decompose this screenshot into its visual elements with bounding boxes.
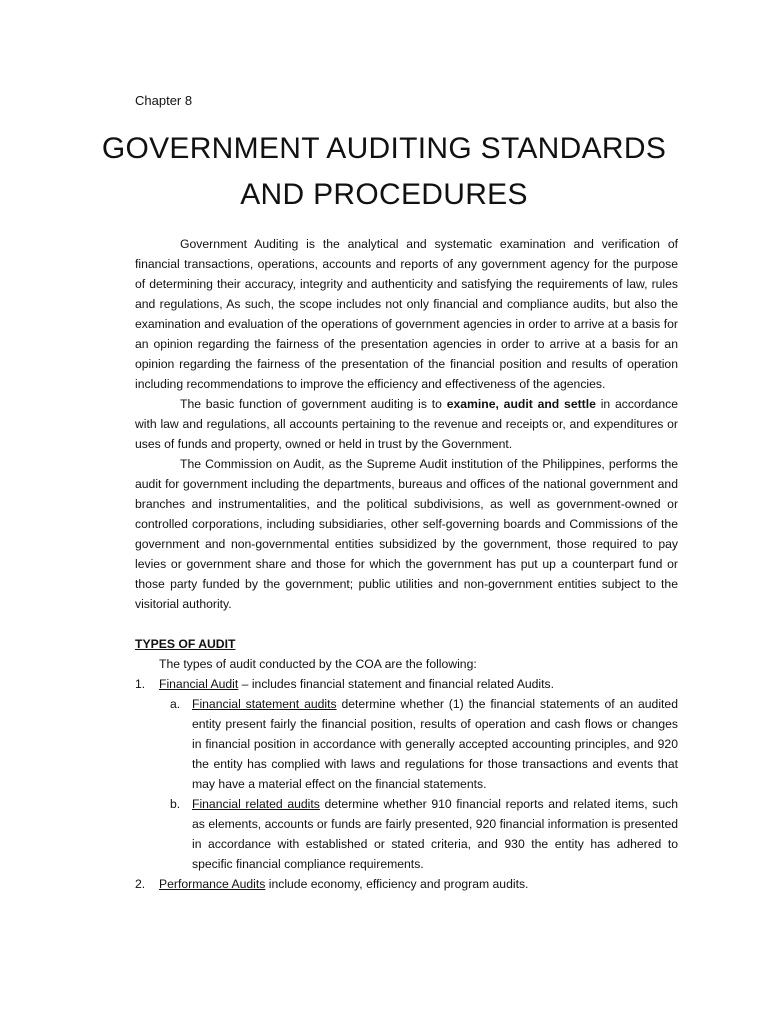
related-audits-text: determine whether 910 financial reports and related items, such as elements, accounts or funds are fairly presented, 920 financial information is presented in accordance with established or stated criteria, and 930 the entity has adhered to specific financial compliance requirements. bbox=[192, 797, 678, 871]
para2-text-a: The basic function of government auditing is to bbox=[180, 397, 447, 411]
list-item-financial-audit bbox=[135, 674, 678, 694]
title-line-2: AND PROCEDURES bbox=[240, 178, 528, 211]
intro-paragraph: Government Auditing is the analytical and systematic examination and verification of financial transactions, operations, accounts and reports of any government agency for the purpose of determining their accuracy, integrity and authenticity and satisfying the requirements of law, rules and regulations, As such, the scope includes not only financial and compliance audits, but also the examination and evaluation of the operations of government agencies in order to arrive at a basis for an opinion regarding the fairness of the presentation agencies in order to arrive at a basis for an opinion regarding the fairness of the presentation of the financial position and results of operation including recommendations to improve the efficiency and effectiveness of the agencies. bbox=[135, 237, 678, 391]
performance-audits-term: Performance Audits bbox=[159, 877, 266, 891]
para2-text-b: in accordance with law and regulations, all accounts pertaining to the revenue and receipts or, and expenditures or uses of funds and property, owned or held in trust by the Government. bbox=[135, 397, 678, 451]
statement-audits-text: determine whether (1) the financial statements of an audited entity present fairly the financial position, results of operation and cash flows or changes in financial position in accordance with generally accepted accounting principles, and 920 the entity has complied with laws and regulations for those transactions and events that may have a material effect on the financial statements. bbox=[192, 697, 678, 791]
chapter-label: Chapter 8 bbox=[135, 93, 193, 108]
page-title bbox=[100, 126, 668, 218]
sub-item-related-audits bbox=[135, 794, 678, 874]
types-of-audit-heading: TYPES OF AUDIT bbox=[135, 637, 236, 651]
financial-audit-term: Financial Audit bbox=[159, 677, 239, 691]
related-audits-term: Financial related audits bbox=[192, 797, 320, 811]
document-body bbox=[135, 234, 678, 894]
coa-paragraph: The Commission on Audit, as the Supreme Audit institution of the Philippines, performs the audit for government including the departments, bureaus and offices of the national government and branches and instrumentalities, and the political subdivisions, as well as government-owned or controlled corporations, including subsidiaries, other self-governing boards and Commissions of the government and non-governmental entities subsidized by the government, those required to pay levies or government share and those for which the government has put up a counterpart fund or those party funded by the government; public utilities and non-government entities subject to the visitorial authority. bbox=[135, 457, 678, 611]
types-intro: The types of audit conducted by the COA are the following: bbox=[159, 657, 477, 671]
list-item-performance-audits bbox=[135, 874, 678, 894]
basic-function-paragraph bbox=[135, 394, 678, 454]
list-number: 2. bbox=[135, 877, 146, 891]
sub-item-letter: a. bbox=[170, 697, 181, 711]
performance-audits-text: include economy, efficiency and program audits. bbox=[265, 877, 529, 891]
statement-audits-term: Financial statement audits bbox=[192, 697, 337, 711]
title-line-1: GOVERNMENT AUDITING STANDARDS bbox=[101, 132, 667, 165]
sub-item-statement-audits bbox=[135, 694, 678, 794]
list-number: 1. bbox=[135, 677, 146, 691]
para2-bold-text: examine, audit and settle bbox=[446, 397, 596, 411]
financial-audit-text: – includes financial statement and financial related Audits. bbox=[238, 677, 554, 691]
sub-item-letter: b. bbox=[170, 797, 181, 811]
